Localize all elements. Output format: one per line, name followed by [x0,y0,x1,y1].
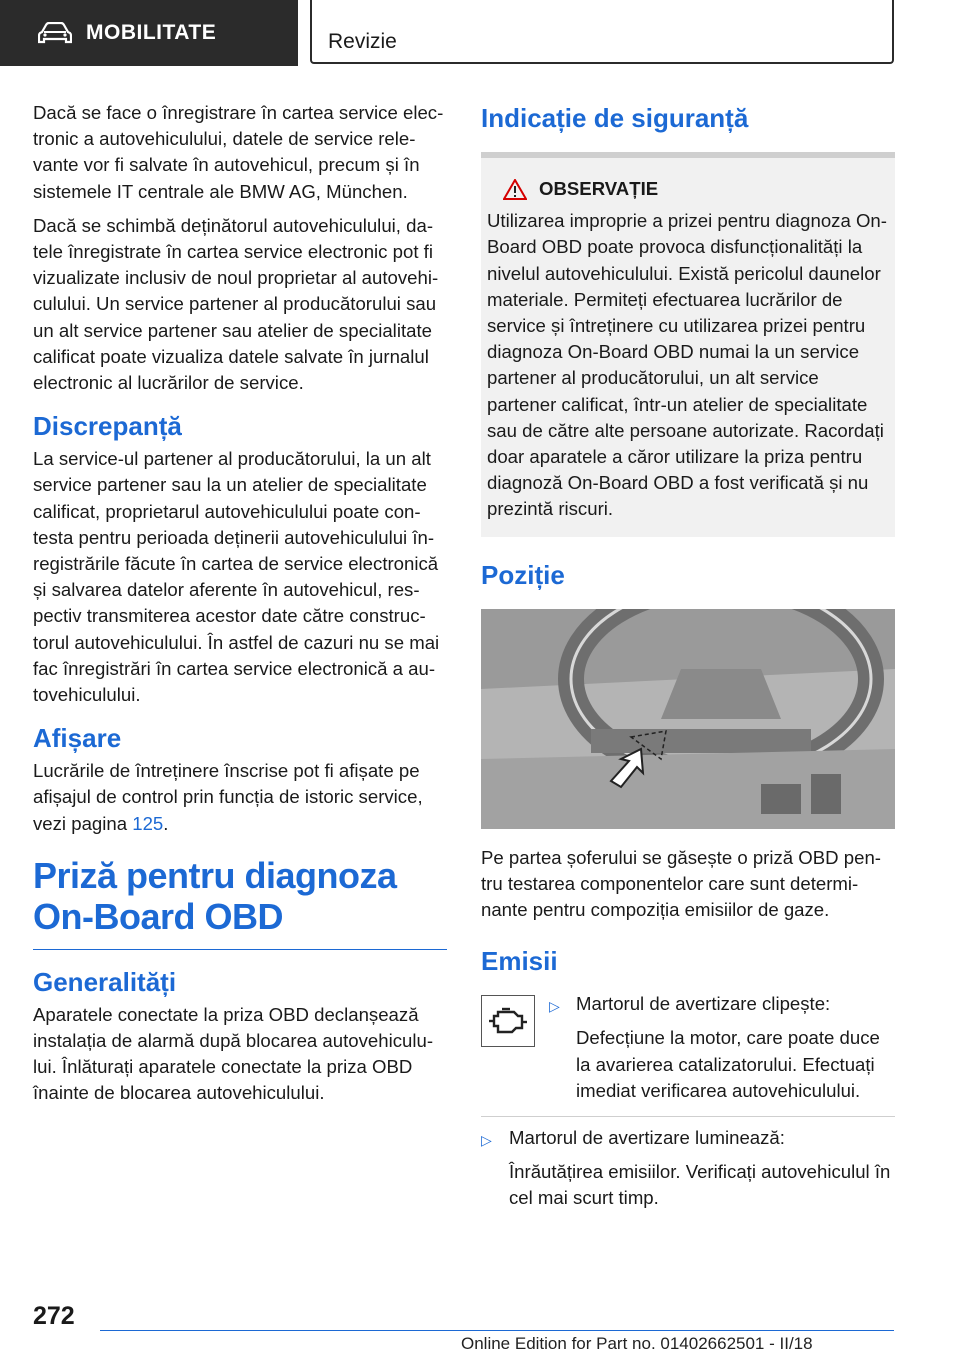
heading-pozitie: Poziție [481,559,565,590]
heading-siguranta: Indicație de siguranță [481,103,749,133]
notice-title [503,176,889,202]
page-number: 272 [33,1302,75,1330]
illustration-drawing [481,609,895,829]
page-link[interactable]: 125 [132,812,164,834]
heading-afisare: Afișare [33,723,122,754]
car-icon [38,22,72,44]
list-item-text: Înrăutățirea emisiilor. Verificați autovehiculul în cel mai scurt timp. [509,1161,891,1209]
footer-edition: Online Edition for Part no. 01402662501 - II/18 [461,1334,813,1353]
list-item-text: Defecțiune la motor, care poate duce la avarierea catalizatorului. Efectuați imediat verificarea autovehiculului. [576,1027,880,1101]
notice-box [481,158,895,537]
section-tab [0,0,298,66]
section-label: MOBILITATE [86,21,217,44]
heading-generalitati: Generalități [33,966,177,997]
list-item-title: Martorul de avertizare clipește: [576,993,831,1015]
list-item [481,1125,895,1212]
heading-emisii: Emisii [481,946,558,977]
list-item-title: Martorul de avertizare luminează: [509,1127,785,1149]
paragraph [33,758,447,837]
paragraph: Aparatele conectate la priza OBD declanșează instalația de alarmă după blocarea autovehiculului. Înlăturați aparatele conectate la priza OBD înainte de blocarea autovehiculului. [33,1003,434,1104]
main-heading: Priză pentru diagnoza On-Board OBD [33,854,397,937]
heading-rule [33,949,447,950]
list-item [481,991,895,1104]
text: Lucrările de întreținere înscrise pot fi afișate pe afișajul de control prin funcția de istoric service, vezi pagina [33,760,423,834]
obd-socket-location-illustration [481,609,895,829]
emissions-list [481,991,895,1211]
left-column [33,100,447,1115]
paragraph: Dacă se face o înregistrare în cartea service electronic a autovehiculului, datele de service relevante vor fi salvate în autovehicul, precum și în sistemele IT centrale ale BMW AG, München. [33,102,444,202]
chapter-tab [310,0,894,64]
notice-text: Utilizarea improprie a prizei pentru diagnoza On-Board OBD poate provoca disfuncționalități la nivelul autovehiculului. Există pericolul daunelor materiale. Permiteți efectuarea lucrărilor de service și întreținere cu utilizarea prizei pentru diagnoza On-Board OBD numai la un service partener al producătorului, un alt service partener calificat, într-un atelier de specialitate sau de către alte persoane autorizate. Racordați doar aparatele a căror utilizare la priza pentru diagnoză On-Board OBD a fost verificată și nu prezintă riscuri. [487,210,887,520]
paragraph: Dacă se schimbă deținătorul autovehiculului, datele înregistrate în cartea service electronic pot fi vizualizate inclusiv de noul proprietar al autovehiculului. Un service partener al producătorului sau un alt service partener sau atelier de specialitate calificat poate vizualiza datele salvate în jurnalul electronic al lucrărilor de service. [33,214,439,394]
paragraph: Pe partea șoferului se găsește o priză OBD pentru testarea componentelor care sunt determinante pentru compoziția emisiilor de gaze. [481,846,881,921]
text: . [163,812,169,834]
right-column [481,100,895,1212]
bullet-icon: ▷ [481,1132,492,1149]
footer-rule [100,1330,894,1331]
notice-title-text: OBSERVAȚIE [539,178,659,199]
paragraph: La service-ul partener al producătorului, la un alt service partener sau la un atelier de specialitate calificat, proprietarul autovehiculului poate contesta pentru perioada deținerii autovehiculului înregistrările făcute în cartea de service electronică și salvarea datelor aferente în autovehicul, respectiv transmiterea acestor date către constructorul autovehiculului. În astfel de cazuri nu se mai fac înregistrări în cartea service electronică a autovehiculului. [33,448,440,706]
warning-triangle-icon [503,179,527,200]
bullet-icon: ▷ [549,998,560,1015]
heading-discrepanta: Discrepanță [33,411,182,442]
list-divider [481,1116,895,1117]
page-header [0,0,960,66]
chapter-label: Revizie [328,30,397,53]
